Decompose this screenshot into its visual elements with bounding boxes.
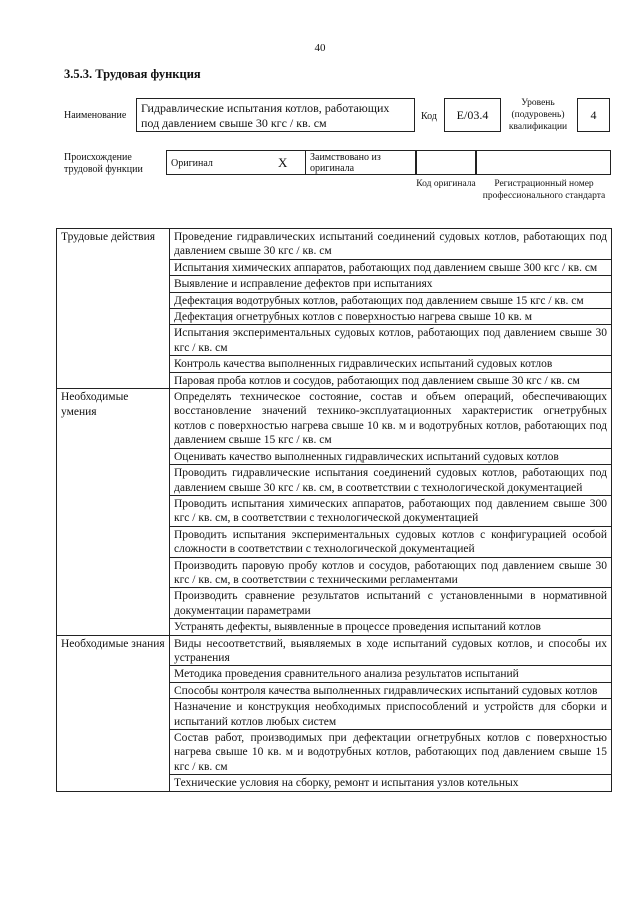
table-cell: Оценивать качество выполненных гидравлических испытаний судовых котлов — [170, 448, 612, 464]
table-cell: Назначение и конструкция необходимых приспособлений и устройств для сборки и испытаний котлов любых систем — [170, 699, 612, 730]
section-category: Трудовые действия — [57, 229, 170, 389]
table-cell: Технические условия на сборку, ремонт и испытания узлов котельных — [170, 775, 612, 791]
table-row — [57, 229, 612, 260]
table-cell: Контроль качества выполненных гидравлических испытаний судовых котлов — [170, 356, 612, 372]
origin-label: Происхождение трудовой функции — [64, 152, 143, 175]
function-code: E/03.4 — [444, 98, 501, 132]
table-cell: Проводить гидравлические испытания соединений судовых котлов, работающих под давлением свыше 30 кгс / кв. см, в соответствии с технологической документацией — [170, 465, 612, 496]
table-cell: Состав работ, производимых при дефектации огнетрубных котлов с поверхностью нагрева свыше 10 кв. м и водотрубных котлов, работающих под давлением свыше 15 кгс / кв. см — [170, 730, 612, 775]
table-cell: Паровая проба котлов и сосудов, работающих под давлением свыше 30 кгс / кв. см — [170, 372, 612, 388]
table-cell: Производить сравнение результатов испытаний с установленными в нормативной документации параметрами — [170, 588, 612, 619]
table-cell: Дефектация огнетрубных котлов с поверхностью нагрева свыше 10 кв. м — [170, 309, 612, 325]
qualification-level: 4 — [577, 98, 610, 132]
table-cell: Определять техническое состояние, состав и объем операций, обеспечивающих восстановление значений технико-эксплуатационных характеристик огнетрубных котлов с поверхностью нагрева свыше 10 кв. м и водотрубных котлов, работающих под давлением свыше 15 кгс / кв. см — [170, 389, 612, 449]
level-label: Уровень (подуровень) квалификации — [508, 98, 568, 132]
table-cell: Производить паровую пробу котлов и сосудов, работающих под давлением свыше 30 кгс / кв. см, в соответствии с техническими регламентами — [170, 557, 612, 588]
code-label: Код — [421, 111, 437, 122]
reg-number-cell — [476, 150, 611, 175]
function-table — [56, 228, 612, 792]
original-code-label: Код оригинала — [416, 179, 476, 189]
table-cell: Устранять дефекты, выявленные в процессе проведения испытаний котлов — [170, 619, 612, 635]
table-cell: Способы контроля качества выполненных гидравлических испытаний судовых котлов — [170, 682, 612, 698]
table-cell: Испытания экспериментальных судовых котлов, работающих под давлением свыше 30 кгс / кв. см — [170, 325, 612, 356]
table-cell: Испытания химических аппаратов, работающих под давлением свыше 300 кгс / кв. см — [170, 259, 612, 275]
original-mark: X — [278, 155, 288, 170]
table-cell: Выявление и исправление дефектов при испытаниях — [170, 276, 612, 292]
section-category: Необходимые умения — [57, 389, 170, 636]
original-code-cell — [416, 150, 476, 175]
page-number: 40 — [314, 42, 326, 54]
name-label: Наименование — [64, 110, 127, 121]
table-cell: Виды несоответствий, выявляемых в ходе испытаний судовых котлов, и способы их устранения — [170, 635, 612, 666]
table-cell: Проводить испытания химических аппаратов, работающих под давлением свыше 300 кгс / кв. см, в соответствии с технологической документацией — [170, 495, 612, 526]
table-cell: Методика проведения сравнительного анализа результатов испытаний — [170, 666, 612, 682]
section-category: Необходимые знания — [57, 635, 170, 791]
table-cell: Проведение гидравлических испытаний соединений судовых котлов, работающих под давлением свыше 30 кгс / кв. см — [170, 229, 612, 260]
table-cell: Дефектация водотрубных котлов, работающих под давлением свыше 15 кгс / кв. см — [170, 292, 612, 308]
original-label: Оригинал — [171, 158, 213, 169]
table-row — [57, 389, 612, 449]
borrowed-label: Заимствовано из оригинала — [305, 150, 416, 175]
table-row — [57, 635, 612, 666]
section-title: 3.5.3. Трудовая функция — [64, 67, 201, 81]
reg-number-label: Регистрационный номер профессионального стандарта — [482, 179, 606, 201]
function-name: Гидравлические испытания котлов, работающих под давлением свыше 30 кгс / кв. см — [136, 98, 415, 132]
table-cell: Проводить испытания экспериментальных судовых котлов с конфигурацией особой сложности в соответствии с технологической документацией — [170, 526, 612, 557]
